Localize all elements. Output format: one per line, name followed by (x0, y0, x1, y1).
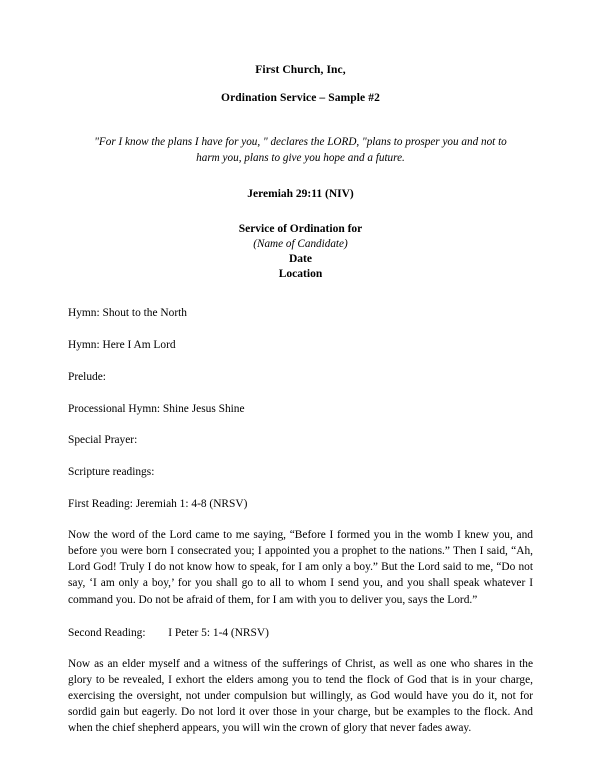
order-item-processional-hymn: Processional Hymn: Shine Jesus Shine (68, 402, 245, 415)
order-item-prelude: Prelude: (68, 370, 106, 383)
document-content (68, 0, 533, 737)
first-reading-heading: First Reading: Jeremiah 1: 4-8 (NRSV) (68, 498, 248, 511)
organization-title: First Church, Inc, (255, 64, 346, 76)
order-of-service-list (68, 306, 533, 480)
epigraph-line-1: "For I know the plans I have for you, " declares the LORD, "plans to prosper you and not to (94, 136, 507, 148)
order-item-special-prayer: Special Prayer: (68, 434, 138, 447)
first-reading-body: Now the word of the Lord came to me saying, “Before I formed you in the womb I knew you, and before you were born I consecrated you; I appointed you a prophet to the nations.” Then I said, “Ah, Lord God! Truly I do not know how to speak, for I am only a boy.” But the Lord said to me, “Do not say, ‘I am only a boy,’ for you shall go to all to whom I send you, and you shall speak whatever I command you. Do not be afraid of them, for I am with you to deliver you, says the Lord.” (68, 528, 533, 606)
service-heading: Service of Ordination for (238, 222, 363, 235)
epigraph-block (68, 135, 533, 167)
epigraph-reference: Jeremiah 29:11 (NIV) (247, 187, 354, 200)
second-reading-body: Now as an elder myself and a witness of the sufferings of Christ, as well as one who shares in the glory to be revealed, I exhort the elders among you to tend the flock of God that is in your charge, exercising the oversight, not under compulsion but willingly, as God would have you do it, not for sordid gain but eagerly. Do not lord it over those in your charge, but be examples to the flock. And when the chief shepherd appears, you will win the crown of glory that never fades away. (68, 657, 533, 735)
candidate-name-placeholder: (Name of Candidate) (253, 237, 348, 250)
service-date: Date (289, 252, 312, 265)
order-item-hymn-2: Hymn: Here I Am Lord (68, 338, 176, 351)
service-location: Location (278, 267, 323, 280)
reading-spacer (68, 608, 533, 626)
order-item-scripture-readings: Scripture readings: (68, 466, 155, 479)
second-reading-heading: Second Reading: I Peter 5: 1-4 (NRSV) (68, 626, 269, 639)
document-subtitle: Ordination Service – Sample #2 (221, 92, 380, 104)
epigraph-line-2: harm you, plans to give you hope and a future. (196, 151, 405, 164)
service-details-block (68, 222, 533, 282)
order-item-hymn-1: Hymn: Shout to the North (68, 307, 187, 320)
